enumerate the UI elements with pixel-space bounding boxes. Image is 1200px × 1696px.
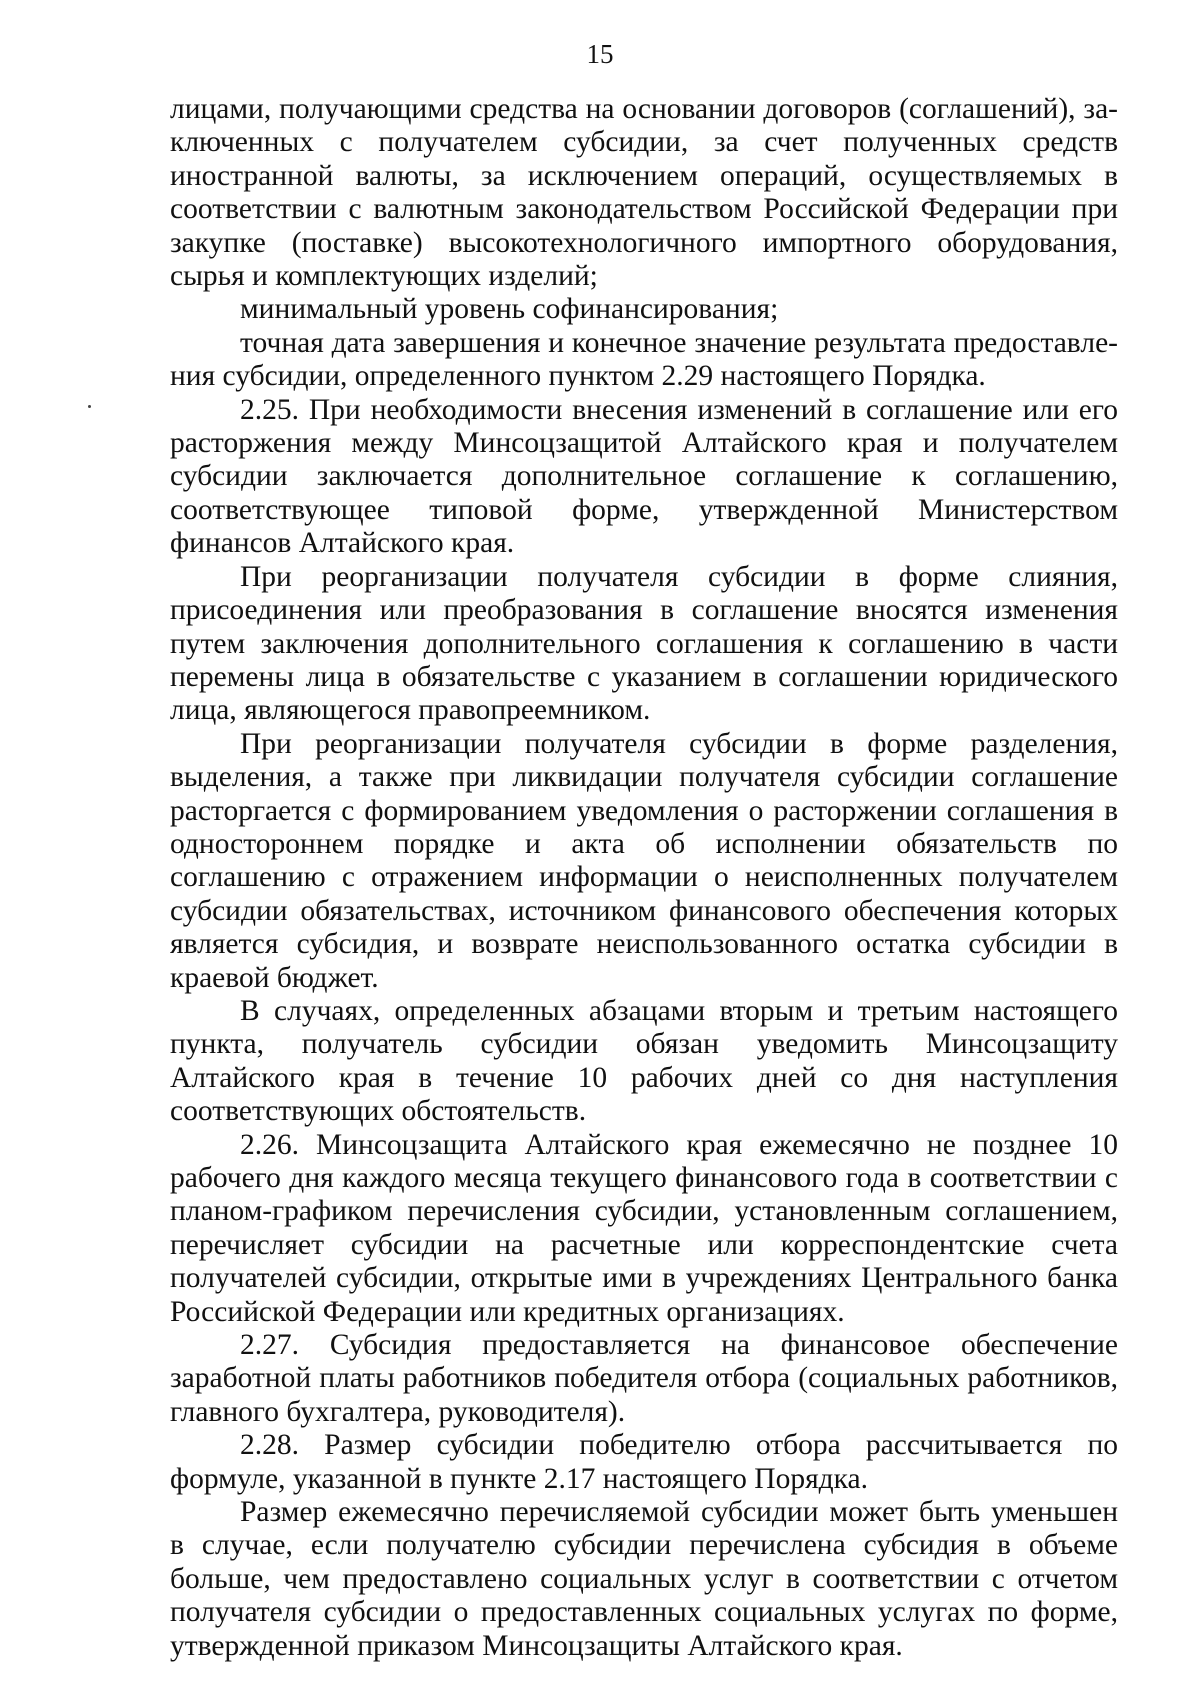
paragraph-reorganization-division: При реорганизации получателя субсидии в форме разделения, выделения, а также при ликвидации получателя субсидии соглашение расторгается с формированием уведомления о расторжении соглашения в одностороннем порядке и акта об исполнении обязательств по соглашению с отражением информации о неисполненных получателем субсидии обязательствах, источником финансового обеспечения которых является субсидия, и возврате неиспользованного остатка субсидии в краевой бюджет. [170,727,1118,994]
paragraph-completion-date: точная дата завершения и конечное значение результата предоставления субсидии, определенного пунктом 2.29 настоящего Порядка. [170,326,1118,393]
page-number: 15 [586,39,614,69]
paragraph-2-27: 2.27. Субсидия предоставляется на финансовое обеспечение заработной платы работников победителя отбора (социальных работников, главного бухгалтера, руководителя). [170,1329,1118,1428]
paragraph-notification: В случаях, определенных абзацами вторым и третьим настоящего пункта, получатель субсидии обязан уведомить Минсоцзащиту Алтайского края в течение 10 рабочих дней со дня наступления соответствующих обстоятельств. [170,994,1118,1128]
paragraph-continuation: лицами, получающими средства на основании договоров (соглашений), заключенных с получателем субсидии, за счет полученных средств иностранной валюты, за исключением операций, осуществляемых в соответствии с валютным законодательством Российской Федерации при закупке (поставке) высокотехнологичного импортного оборудования, сырья и комплектующих изделий; [170,93,1118,293]
paragraph-reorganization-merger: При реорганизации получателя субсидии в форме слияния, присоединения или преобразования в соглашение вносятся изменения путем заключения дополнительного соглашения к соглашению в части перемены лица в обязательстве с указанием в соглашении юридического лица, являющегося правопреемником. [170,560,1118,727]
paragraph-2-25: 2.25. При необходимости внесения изменений в соглашение или его расторжения между Минсоцзащитой Алтайского края и получателем субсидии заключается дополнительное соглашение к соглашению, соответствующее типовой форме, утвержденной Министерством финансов Алтайского края. [170,393,1118,560]
paragraph-2-26: 2.26. Минсоцзащита Алтайского края ежемесячно не позднее 10 рабочего дня каждого месяца текущего финансового года в соответствии с планом-графиком перечисления субсидии, установленным соглашением, перечисляет субсидии на расчетные или корреспондентские счета получателей субсидии, открытые ими в учреждениях Центрального банка Российской Федерации или кредитных организациях. [170,1128,1118,1328]
document-body [170,93,1118,1663]
scan-speck [88,405,91,408]
paragraph-2-28: 2.28. Размер субсидии победителю отбора рассчитывается по формуле, указанной в пункте 2.17 настоящего Порядка. [170,1429,1118,1495]
paragraph-cofinancing-level: минимальный уровень софинансирования; [240,293,779,326]
paragraph-monthly-reduction: Размер ежемесячно перечисляемой субсидии может быть уменьшен в случае, если получателю субсидии перечислена субсидия в объеме больше, чем предоставлено социальных услуг в соответствии с отчетом получателя субсидии о предоставленных социальных услугах по форме, утвержденной приказом Минсоцзащиты Алтайского края. [170,1496,1118,1662]
